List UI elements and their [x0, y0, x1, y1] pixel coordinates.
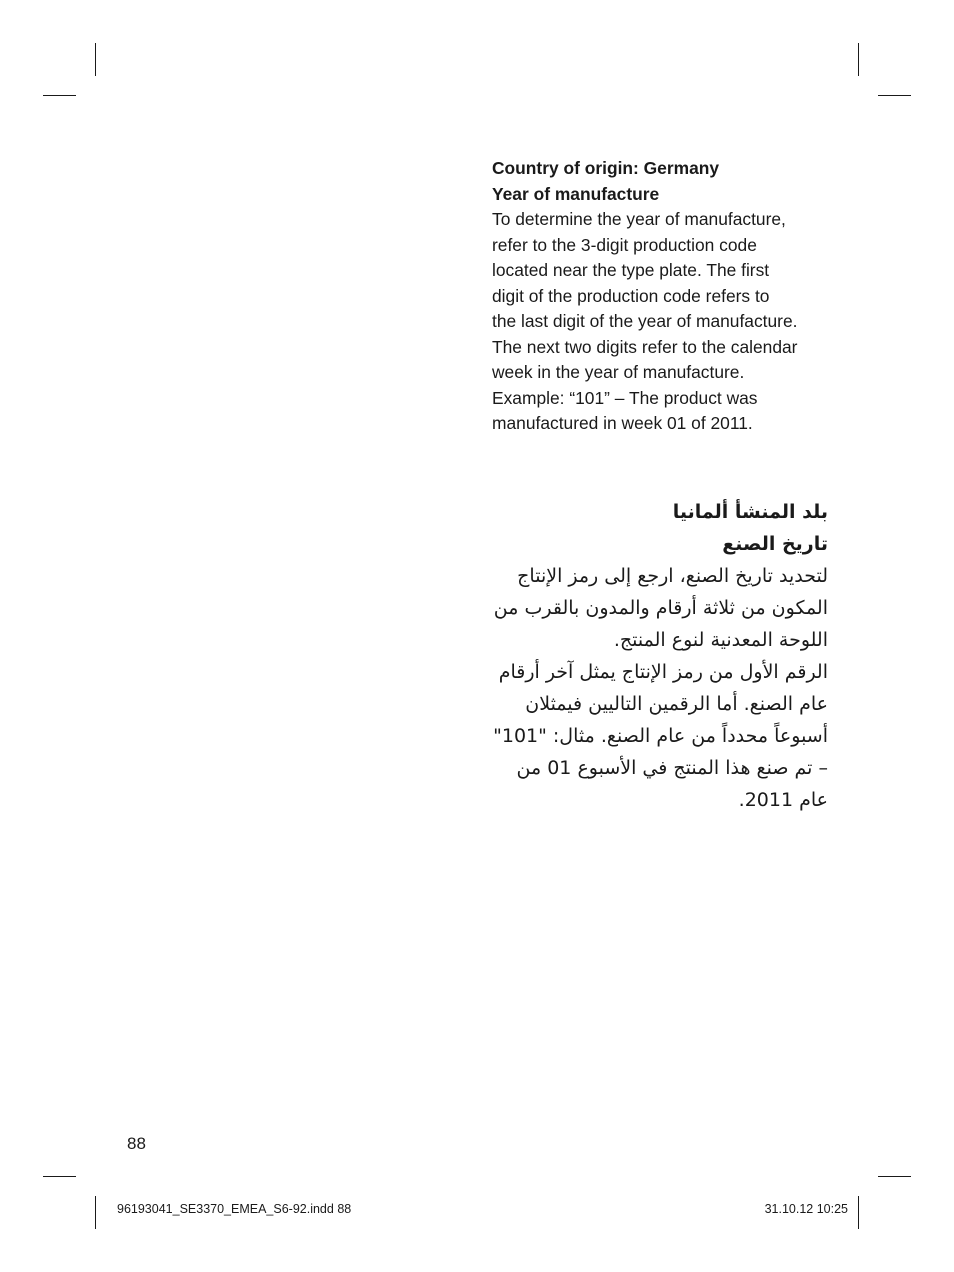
crop-mark-top-left-vertical	[95, 43, 96, 76]
crop-mark-top-right-vertical	[858, 43, 859, 76]
arabic-body-line: اللوحة المعدنية لنوع المنتج.	[613, 629, 828, 651]
crop-mark-bottom-left-horizontal	[43, 1176, 76, 1177]
arabic-country-heading: بلد المنشأ ألمانيا	[672, 501, 828, 523]
footer-date-time: 31.10.12 10:25	[764, 1202, 848, 1216]
year-of-manufacture-heading: Year of manufacture	[492, 183, 660, 204]
page-number: 88	[127, 1134, 146, 1153]
arabic-body-line: أسبوعاً محدداً من عام الصنع. مثال: "101"	[493, 725, 828, 747]
crop-mark-top-left-horizontal	[43, 95, 76, 96]
arabic-year-heading: تاريخ الصنع	[722, 533, 828, 555]
arabic-body-line: عام 2011.	[738, 789, 828, 811]
crop-mark-top-right-horizontal	[878, 95, 911, 96]
arabic-body-line: المكون من ثلاثة أرقام والمدون بالقرب من	[493, 597, 828, 619]
arabic-body-line: – تم صنع هذا المنتج في الأسبوع 01 من	[516, 757, 828, 779]
arabic-section	[470, 496, 828, 816]
crop-mark-bottom-right-horizontal	[878, 1176, 911, 1177]
arabic-body-line: عام الصنع. أما الرقمين التاليين فيمثلان	[525, 693, 828, 715]
footer-file-name: 96193041_SE3370_EMEA_S6-92.indd 88	[117, 1202, 352, 1216]
arabic-body-line: الرقم الأول من رمز الإنتاج يمثل آخر أرقام	[498, 661, 828, 683]
country-of-origin-heading: Country of origin: Germany	[492, 158, 720, 178]
crop-mark-bottom-right-vertical	[858, 1196, 859, 1229]
arabic-body-line: لتحديد تاريخ الصنع، ارجع إلى رمز الإنتاج	[517, 565, 828, 587]
crop-mark-bottom-left-vertical	[95, 1196, 96, 1229]
english-body-text: To determine the year of manufacture, refer to the 3-digit production code located near the type plate. The first digit of the production code refers to the last digit of the year of manufacture. The next two digits refer to the calendar week in the year of manufacture. Example: “101” – The product was manufactured in week 01 of 2011.	[492, 209, 798, 433]
english-section	[492, 156, 842, 437]
